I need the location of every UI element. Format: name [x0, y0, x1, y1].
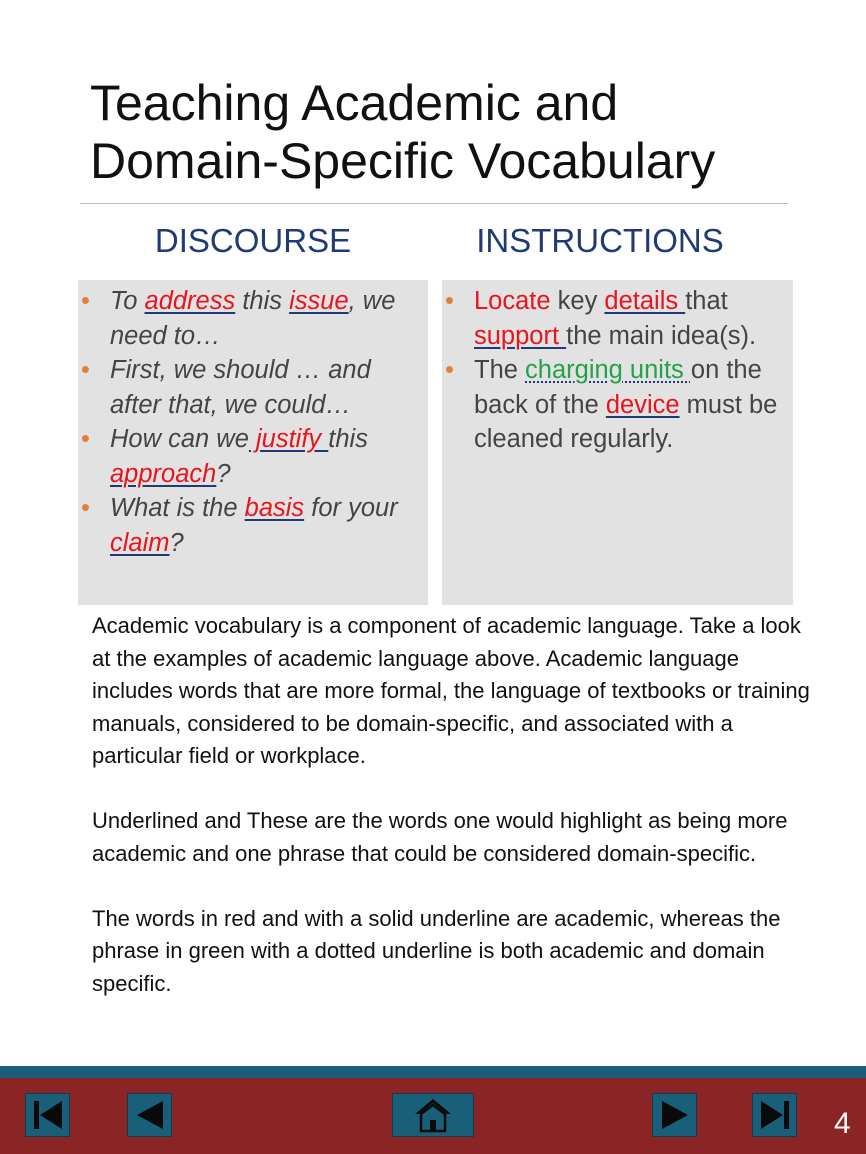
academic-word: basis — [244, 494, 305, 522]
home-button[interactable] — [392, 1093, 474, 1137]
item-text: First, we should … and after that, we could… — [110, 356, 371, 419]
item-text: ? — [216, 459, 231, 488]
instructions-panel — [442, 280, 793, 605]
first-slide-button[interactable] — [25, 1093, 70, 1137]
item-text: To — [110, 287, 145, 315]
item-text: on the back of the — [474, 356, 762, 419]
domain-specific-phrase: charging units — [525, 356, 691, 384]
item-text: ? — [169, 528, 184, 557]
discourse-item — [78, 284, 428, 353]
page-number: 4 — [834, 1107, 851, 1140]
academic-word: Locate — [474, 287, 551, 315]
title-line-2: Domain-Specific Vocabulary — [90, 133, 716, 189]
instructions-item — [442, 353, 793, 457]
academic-word: approach — [110, 459, 217, 488]
explanation-paragraph-2: Underlined and These are the words one would highlight as being more academic and one phrase that could be considered domain-specific. — [92, 808, 788, 866]
slide-title — [90, 74, 790, 190]
academic-word: address — [144, 287, 236, 315]
discourse-panel — [78, 280, 428, 605]
discourse-item — [78, 491, 428, 560]
discourse-heading: DISCOURSE — [154, 222, 352, 259]
instructions-list — [442, 280, 793, 457]
academic-word: device — [605, 390, 680, 419]
instructions-heading: INSTRUCTIONS — [476, 222, 724, 259]
discourse-item — [78, 422, 428, 491]
item-text: How can we — [110, 425, 249, 453]
item-text: The — [474, 356, 526, 384]
academic-word: support — [474, 321, 567, 350]
title-line-1: Teaching Academic and — [90, 75, 619, 131]
item-text: key — [550, 287, 605, 315]
item-text: must be cleaned regularly. — [474, 390, 778, 453]
next-arrow-icon — [657, 1097, 693, 1133]
item-text: that — [685, 287, 728, 315]
skip-to-last-icon — [757, 1097, 793, 1133]
instructions-item — [442, 284, 793, 353]
previous-arrow-icon — [132, 1097, 168, 1133]
academic-word: issue — [289, 287, 349, 315]
explanation-paragraph-3: The words in red and with a solid underline are academic, whereas the phrase in green with a dotted underline is both academic and domain specific. — [92, 905, 781, 996]
nav-bar-top-stripe — [0, 1066, 866, 1078]
academic-word: details — [604, 287, 686, 315]
item-text: this — [328, 425, 368, 453]
item-text: this — [235, 287, 290, 315]
academic-word: justify — [248, 425, 329, 453]
discourse-item — [78, 353, 428, 422]
next-slide-button[interactable] — [652, 1093, 697, 1137]
title-divider — [80, 203, 788, 204]
explanation-text — [92, 610, 812, 1033]
item-text: the main idea(s). — [566, 321, 757, 350]
home-icon — [412, 1096, 454, 1134]
explanation-paragraph-1: Academic vocabulary is a component of academic language. Take a look at the examples of academic language above. Academic language includes words that are more formal, the language of textbooks or training manuals, considered to be domain-specific, and associated with a particular field or workplace. — [92, 613, 810, 768]
item-text: for your — [304, 494, 398, 522]
last-slide-button[interactable] — [752, 1093, 797, 1137]
discourse-list — [78, 280, 428, 560]
skip-to-first-icon — [30, 1097, 66, 1133]
previous-slide-button[interactable] — [127, 1093, 172, 1137]
item-text: , we need to… — [110, 287, 396, 350]
item-text: What is the — [110, 494, 245, 522]
academic-word: claim — [110, 528, 170, 557]
